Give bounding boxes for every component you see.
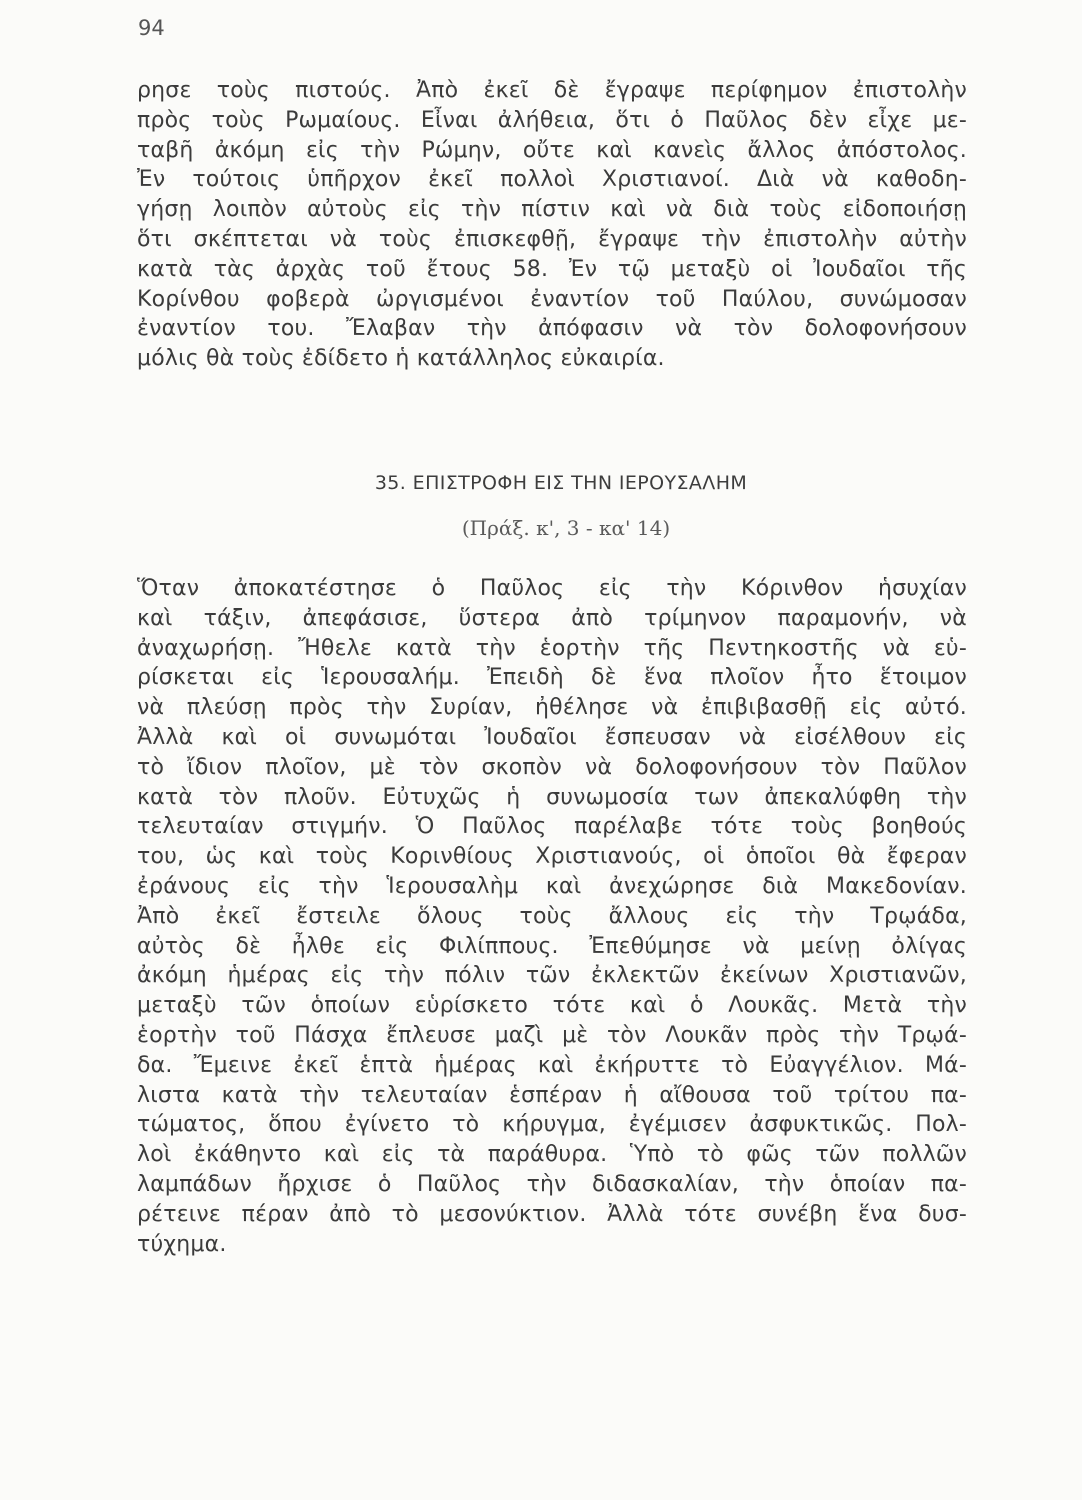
text-line: κατὰ τὸν πλοῦν. Εὐτυχῶς ἡ συνωμοσία των ἀπεκαλύφθη τὴν — [137, 784, 967, 810]
text-line: ὅτι σκέπτεται νὰ τοὺς ἐπισκεφθῇ, ἔγραψε τὴν ἐπιστολὴν αὐτὴν — [137, 226, 967, 252]
text-line: Ὅταν ἀποκατέστησε ὁ Παῦλος εἰς τὴν Κόρινθον ἡσυχίαν — [137, 576, 967, 601]
section-reference: (Πράξ. κ', 3 - κα' 14) — [461, 516, 671, 540]
text-line: Ἀλλὰ καὶ οἱ συνωμόται Ἰουδαῖοι ἔσπευσαν νὰ εἰσέλθουν εἰς — [137, 724, 967, 750]
section-title: 35. ΕΠΙΣΤΡΟΦΗ ΕΙΣ ΤΗΝ ΙΕΡΟΥΣΑΛΗΜ — [374, 472, 748, 494]
paragraph-1 — [137, 76, 967, 374]
text-line: ρέτεινε πέραν ἀπὸ τὸ μεσονύκτιον. Ἀλλὰ τότε συνέβη ἕνα δυσ- — [137, 1201, 967, 1227]
text-line: γήσῃ λοιπὸν αὐτοὺς εἰς τὴν πίστιν καὶ νὰ διὰ τοὺς εἰδοποιήσῃ — [137, 197, 967, 223]
text-line: ταβῆ ἀκόμη εἰς τὴν Ρώμην, οὔτε καὶ κανεὶς ἄλλος ἀπόστολος. — [137, 137, 967, 163]
text-line: τελευταίαν στιγμήν. Ὁ Παῦλος παρέλαβε τότε τοὺς βοηθούς — [137, 814, 967, 840]
paragraph-2 — [137, 574, 967, 1259]
text-line: νὰ πλεύσῃ πρὸς τὴν Συρίαν, ἠθέλησε νὰ ἐπιβιβασθῇ εἰς αὐτό. — [137, 695, 967, 721]
text-line: κατὰ τὰς ἀρχὰς τοῦ ἔτους 58. Ἐν τῷ μεταξὺ οἱ Ἰουδαῖοι τῆς — [137, 256, 967, 282]
text-line: καὶ τάξιν, ἀπεφάσισε, ὕστερα ἀπὸ τρίμηνον παραμονήν, νὰ — [137, 605, 967, 631]
text-line: τώματος, ὅπου ἐγίνετο τὸ κήρυγμα, ἐγέμισεν ἀσφυκτικῶς. Πολ- — [137, 1112, 967, 1138]
text-line: λοὶ ἐκάθηντο καὶ εἰς τὰ παράθυρα. Ὑπὸ τὸ φῶς τῶν πολλῶν — [137, 1142, 967, 1168]
text-line: τὸ ἴδιον πλοῖον, μὲ τὸν σκοπὸν νὰ δολοφονήσουν τὸν Παῦλον — [137, 754, 967, 780]
text-line: Ἐν τούτοις ὑπῆρχον ἐκεῖ πολλοὶ Χριστιανοί. Διὰ νὰ καθοδη- — [137, 167, 967, 193]
text-line: Ἀπὸ ἐκεῖ ἔστειλε ὅλους τοὺς ἄλλους εἰς τὴν Τρῳάδα, — [137, 903, 967, 929]
text-line: αὐτὸς δὲ ἦλθε εἰς Φιλίππους. Ἐπεθύμησε νὰ μείνῃ ὀλίγας — [137, 933, 967, 959]
text-line: ρησε τοὺς πιστούς. Ἀπὸ ἐκεῖ δὲ ἔγραψε περίφημον ἐπιστολὴν — [137, 78, 967, 103]
text-line: ἀναχωρήσῃ. Ἤθελε κατὰ τὴν ἑορτὴν τῆς Πεντηκοστῆς νὰ εὑ- — [137, 635, 967, 661]
text-line: λιστα κατὰ τὴν τελευταίαν ἑσπέραν ἡ αἴθουσα τοῦ τρίτου πα- — [137, 1082, 967, 1108]
text-line: ρίσκεται εἰς Ἱερουσαλήμ. Ἐπειδὴ δὲ ἕνα πλοῖον ἦτο ἕτοιμον — [137, 665, 967, 691]
text-line: τύχημα. — [137, 1231, 227, 1257]
text-line: Κορίνθου φοβερὰ ὠργισμένοι ἐναντίον τοῦ Παύλου, συνώμοσαν — [137, 286, 967, 312]
text-line: ἐναντίον του. Ἔλαβαν τὴν ἀπόφασιν νὰ τὸν δολοφονήσουν — [137, 316, 967, 342]
text-line: πρὸς τοὺς Ρωμαίους. Εἶναι ἀλήθεια, ὅτι ὁ Παῦλος δὲν εἶχε με- — [137, 107, 967, 133]
page-number: 94 — [138, 16, 165, 40]
text-line: ἀκόμη ἡμέρας εἰς τὴν πόλιν τῶν ἐκλεκτῶν ἐκείνων Χριστιανῶν, — [137, 963, 967, 989]
text-line: ἑορτὴν τοῦ Πάσχα ἔπλευσε μαζὶ μὲ τὸν Λουκᾶν πρὸς τὴν Τρῳά- — [137, 1022, 967, 1048]
text-line: μόλις θὰ τοὺς ἐδίδετο ἡ κατάλληλος εὐκαιρία. — [137, 346, 665, 372]
text-line: λαμπάδων ἤρχισε ὁ Παῦλος τὴν διδασκαλίαν, τὴν ὁποίαν πα- — [137, 1171, 967, 1197]
text-line: δα. Ἔμεινε ἐκεῖ ἑπτὰ ἡμέρας καὶ ἐκήρυττε τὸ Εὐαγγέλιον. Μά- — [137, 1052, 967, 1078]
text-line: μεταξὺ τῶν ὁποίων εὑρίσκετο τότε καὶ ὁ Λουκᾶς. Μετὰ τὴν — [137, 993, 967, 1019]
text-line: ἐράνους εἰς τὴν Ἱερουσαλὴμ καὶ ἀνεχώρησε διὰ Μακεδονίαν. — [137, 873, 967, 899]
text-line: του, ὡς καὶ τοὺς Κορινθίους Χριστιανούς, οἱ ὁποῖοι θὰ ἔφεραν — [137, 844, 967, 870]
